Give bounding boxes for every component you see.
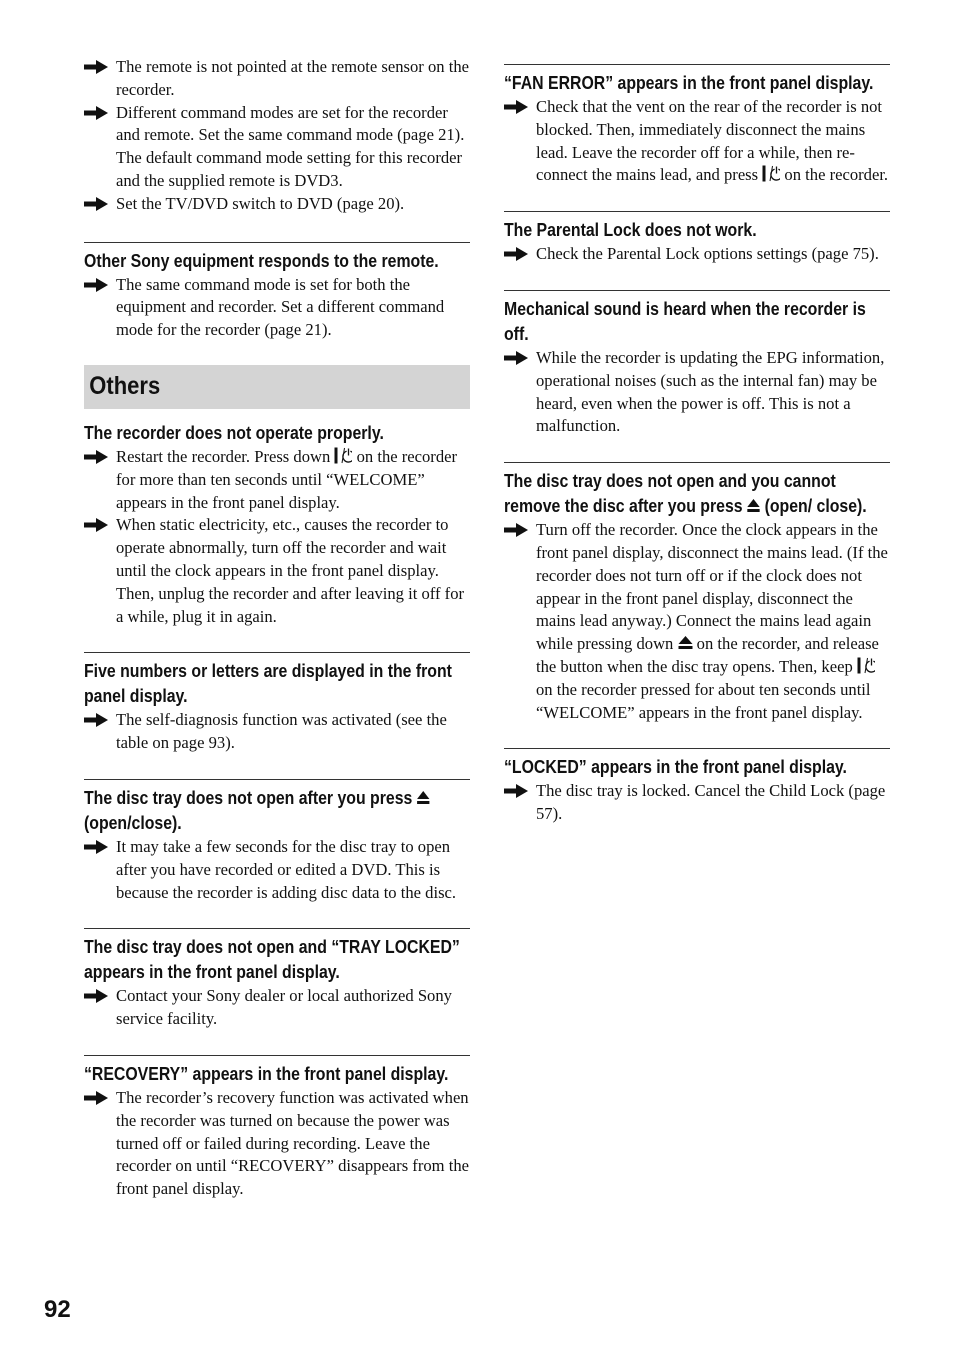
item-text: Restart the recorder. Press down (116, 446, 331, 466)
section-heading: “RECOVERY” appears in the front panel display. (84, 1063, 449, 1084)
right-arrow-icon (504, 351, 528, 365)
section-heading: Five numbers or letters are displayed in the front panel display. (84, 661, 452, 707)
eject-icon (417, 790, 430, 805)
section-sony-equipment (84, 242, 470, 342)
list-item (504, 780, 890, 826)
item-text: The recorder’s recovery function was activated when the recorder was turned on because the power was turned off or failed during recording. Leave the recorder on until “RECOVERY” disappears from the front panel display. (116, 1087, 469, 1199)
intro-list (84, 56, 470, 216)
right-arrow-icon (84, 278, 108, 292)
right-arrow-icon (504, 784, 528, 798)
section-locked (504, 748, 890, 826)
heading-text: The disc tray does not open after you press (84, 787, 413, 808)
item-text: The self-diagnosis function was activated (see the table on page 93). (116, 710, 447, 753)
section-heading (504, 469, 891, 519)
power-icon (762, 165, 780, 182)
section-heading: The disc tray does not open and “TRAY LOCKED” appears in the front panel display. (84, 937, 460, 983)
others-banner (84, 365, 470, 409)
item-text: Turn off the recorder. Once the clock appears in the front panel display, disconnect the mains lead. (If the recorder does not turn off or if the clock does not appear in the front panel display, disconnect the mains lead anyway.) Connect the mains lead again while pressing down (536, 520, 888, 654)
section-heading: Other Sony equipment responds to the remote. (84, 250, 439, 271)
right-column (504, 56, 890, 826)
section-parental-lock (504, 211, 890, 266)
list-item (84, 985, 470, 1031)
page-number: 92 (44, 1296, 71, 1323)
right-arrow-icon (84, 713, 108, 727)
heading-text: (open/close). (84, 812, 182, 833)
right-arrow-icon (84, 197, 108, 211)
right-arrow-icon (84, 840, 108, 854)
list-item (504, 96, 890, 187)
heading-text: (open/ close). (764, 496, 867, 517)
section-disc-tray-press (84, 779, 470, 904)
item-text: Different command modes are set for the recorder and remote. Set the same command mode (page 21). The default command mode setting for this recorder and the supplied remote is DVD3. (116, 102, 465, 190)
section-heading: The recorder does not operate properly. (84, 422, 384, 443)
section-fan-error (504, 64, 890, 187)
list-item (84, 1087, 470, 1201)
list-item (84, 193, 470, 216)
item-text: While the recorder is updating the EPG information, operational noises (such as the internal fan) may be heard, even when the power is off. This is not a malfunction. (536, 347, 885, 436)
section-mechanical-sound (504, 290, 890, 438)
right-arrow-icon (504, 100, 528, 114)
power-icon (334, 447, 352, 464)
right-arrow-icon (84, 1091, 108, 1105)
list-item (84, 514, 470, 628)
item-text: on the recorder. (784, 165, 889, 185)
eject-icon (678, 635, 693, 650)
section-cannot-remove (504, 462, 890, 724)
section-heading: “FAN ERROR” appears in the front panel display. (504, 73, 874, 93)
item-text: When static electricity, etc., causes the recorder to operate abnormally, turn off the recorder and wait until the clock appears in the front panel display. Then, unplug the recorder and after leaving it off for a while, plug it in again. (116, 515, 465, 626)
heading-text: The disc tray does not open and you cannot remove the disc after you press (504, 471, 836, 517)
section-heading: “LOCKED” appears in the front panel display. (504, 757, 847, 778)
left-column (84, 56, 470, 1201)
right-arrow-icon (84, 989, 108, 1003)
item-text: The disc tray is locked. Cancel the Child Lock (page 57). (536, 781, 886, 824)
right-arrow-icon (84, 60, 108, 74)
right-arrow-icon (84, 518, 108, 532)
others-title: Others (89, 372, 161, 401)
section-heading: The Parental Lock does not work. (504, 220, 757, 241)
item-text: Check the Parental Lock options settings (page 75). (536, 244, 879, 264)
section-five-numbers (84, 652, 470, 755)
list-item (84, 56, 470, 102)
item-text: on the recorder, and release the button when the disc tray opens. Then, keep (536, 634, 879, 676)
list-item (84, 709, 470, 755)
section-recovery (84, 1055, 470, 1201)
right-arrow-icon (504, 247, 528, 261)
list-item (84, 274, 470, 342)
eject-icon (747, 498, 760, 513)
right-arrow-icon (84, 106, 108, 120)
item-text: on the recorder for more than ten seconds until “WELCOME” appears in the front panel display. (116, 446, 458, 512)
section-tray-locked (84, 928, 470, 1031)
list-item (84, 102, 470, 193)
power-icon (857, 657, 875, 674)
list-item (84, 446, 470, 514)
item-text: Set the TV/DVD switch to DVD (page 20). (116, 193, 405, 213)
item-text: The same command mode is set for both the equipment and recorder. Set a different command mode for the recorder (page 21). (116, 274, 445, 340)
item-text: Contact your Sony dealer or local authorized Sony service facility. (116, 986, 452, 1029)
right-arrow-icon (84, 450, 108, 464)
list-item (504, 347, 890, 438)
item-text: The remote is not pointed at the remote sensor on the recorder. (116, 57, 469, 99)
list-item (504, 243, 890, 266)
section-heading (84, 786, 471, 836)
list-item (84, 836, 470, 904)
section-not-operate (84, 421, 470, 628)
list-item (504, 519, 890, 724)
right-arrow-icon (504, 523, 528, 537)
item-text: on the recorder pressed for about ten seconds until “WELCOME” appears in the front panel display. (536, 679, 871, 722)
section-heading: Mechanical sound is heard when the recorder is off. (504, 298, 866, 344)
item-text: It may take a few seconds for the disc tray to open after you have recorded or edited a DVD. This is because the recorder is adding disc data to the disc. (116, 836, 457, 902)
item-text: Check that the vent on the rear of the recorder is not blocked. Then, immediately disconnect the mains lead. Leave the recorder off for a while, then re-connect the mains lead, and press (536, 97, 883, 185)
